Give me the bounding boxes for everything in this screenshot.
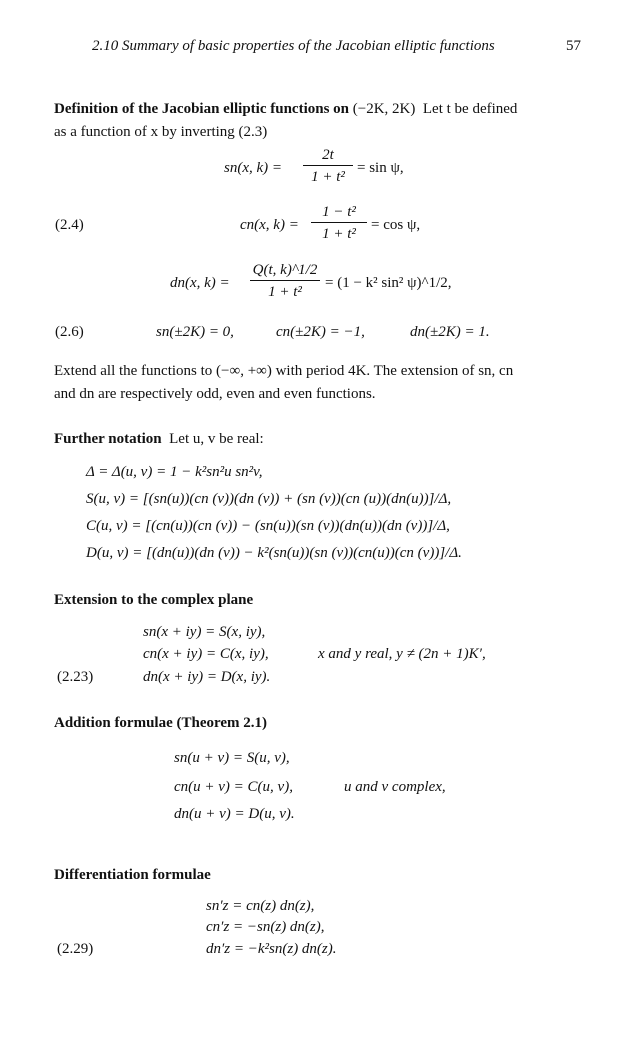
complex-cn: cn(x + iy) = C(x, iy), xyxy=(143,646,269,662)
eq26-sn: sn(±2K) = 0, xyxy=(156,324,234,340)
sn-rhs: = sin ψ, xyxy=(357,160,404,176)
complex-sn: sn(x + iy) = S(x, iy), xyxy=(143,624,266,640)
running-title: 2.10 Summary of basic properties of the Jacobian elliptic functions xyxy=(92,38,495,54)
definition-interval: (−2K, 2K) xyxy=(352,101,416,117)
page-number: 57 xyxy=(566,38,581,54)
C-definition: C(u, v) = [(cn(u))(cn (v)) − (sn(u))(sn (v))(dn(u))(dn (v))]/Δ, xyxy=(86,518,450,534)
eq-label-2-23: (2.23) xyxy=(57,669,94,685)
delta-definition: Δ = Δ(u, v) = 1 − k²sn²u sn²v, xyxy=(86,464,263,480)
definition-paragraph xyxy=(54,98,584,144)
cn-rhs: = cos ψ, xyxy=(371,217,421,233)
eq-label-2-29: (2.29) xyxy=(57,941,94,957)
extend-line-1: Extend all the functions to (−∞, +∞) with period 4K. The extension of sn, cn xyxy=(54,363,514,379)
eq26-cn: cn(±2K) = −1, xyxy=(276,324,365,340)
diff-cn: cn′z = −sn(z) dn(z), xyxy=(206,919,325,935)
cn-numerator: 1 − t² xyxy=(322,204,356,220)
addition-condition: u and v complex, xyxy=(344,779,446,795)
sn-numerator: 2t xyxy=(322,147,334,163)
S-definition: S(u, v) = [(sn(u))(cn (v))(dn (v)) + (sn (v))(cn (u))(dn(u))]/Δ, xyxy=(86,491,452,507)
dn-fraction xyxy=(250,261,320,301)
complex-condition: x and y real, y ≠ (2n + 1)K′, xyxy=(318,646,486,662)
sn-fraction-bar xyxy=(303,165,353,166)
further-notation-heading: Further notation xyxy=(54,431,162,447)
eq-label-2-6: (2.6) xyxy=(55,324,84,340)
extend-paragraph xyxy=(54,360,584,406)
dn-numerator: Q(t, k)^1/2 xyxy=(252,262,318,278)
addition-sn: sn(u + v) = S(u, v), xyxy=(174,750,290,766)
further-notation-paragraph xyxy=(54,428,584,451)
addition-cn: cn(u + v) = C(u, v), xyxy=(174,779,293,795)
dn-fraction-bar xyxy=(250,280,320,281)
cn-fraction xyxy=(311,203,367,243)
definition-heading: Definition of the Jacobian elliptic functions on xyxy=(54,101,350,117)
definition-text-2: as a function of x by inverting (2.3) xyxy=(54,124,268,140)
addition-heading: Addition formulae (Theorem 2.1) xyxy=(54,715,268,731)
extend-line-2: and dn are respectively odd, even and even functions. xyxy=(54,386,376,402)
sn-lhs: sn(x, k) = xyxy=(224,160,283,176)
dn-lhs: dn(x, k) = xyxy=(170,275,230,291)
dn-rhs: = (1 − k² sin² ψ)^1/2, xyxy=(325,275,452,291)
addition-dn: dn(u + v) = D(u, v). xyxy=(174,806,295,822)
diff-dn: dn′z = −k²sn(z) dn(z). xyxy=(206,941,337,957)
eq-label-2-4: (2.4) xyxy=(55,217,84,233)
sn-fraction xyxy=(303,146,353,186)
D-definition: D(u, v) = [(dn(u))(dn (v)) − k²(sn(u))(sn (v))(cn(u))(cn (v))]/Δ. xyxy=(86,545,462,561)
definition-text-1: Let t be defined xyxy=(422,101,518,117)
cn-lhs: cn(x, k) = xyxy=(240,217,299,233)
cn-fraction-bar xyxy=(311,222,367,223)
complex-dn: dn(x + iy) = D(x, iy). xyxy=(143,669,271,685)
differentiation-heading: Differentiation formulae xyxy=(54,867,211,883)
eq26-dn: dn(±2K) = 1. xyxy=(410,324,490,340)
cn-denominator: 1 + t² xyxy=(322,226,356,242)
sn-denominator: 1 + t² xyxy=(311,169,345,185)
diff-sn: sn′z = cn(z) dn(z), xyxy=(206,898,315,914)
complex-plane-heading: Extension to the complex plane xyxy=(54,592,254,608)
further-notation-text: Let u, v be real: xyxy=(169,431,264,447)
dn-denominator: 1 + t² xyxy=(268,284,302,300)
